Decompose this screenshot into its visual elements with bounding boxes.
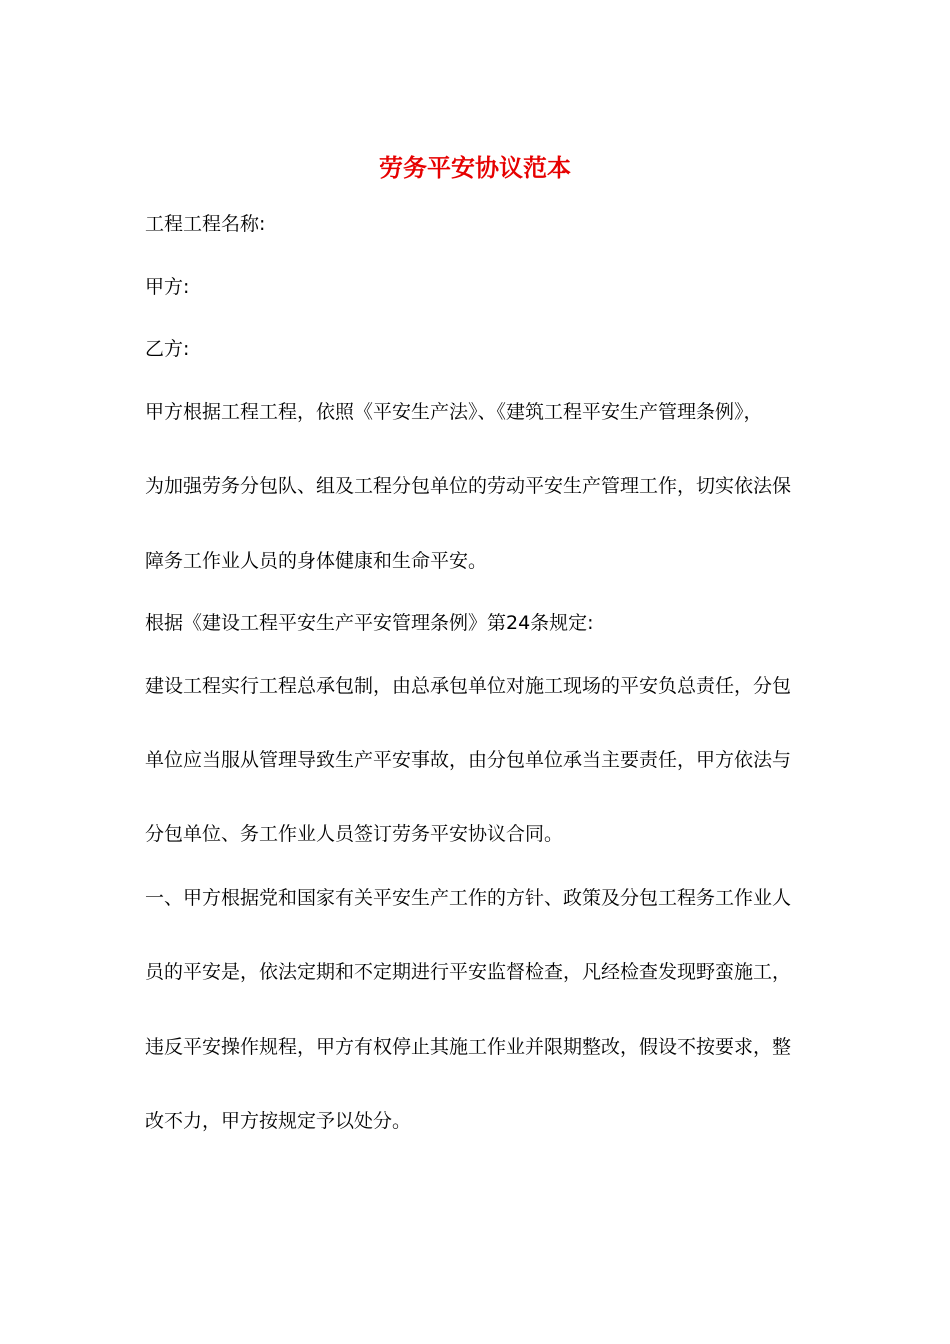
paragraph-line: 员的平安是，依法定期和不定期进行平安监督检查，凡经检查发现野蛮施工， bbox=[145, 961, 792, 983]
clause-one-line: 一、甲方根据党和国家有关平安生产工作的方针、政策及分包工程务工作业人 bbox=[145, 887, 792, 909]
paragraph-line: 分包单位、务工作业人员签订劳务平安协议合同。 bbox=[145, 823, 564, 845]
paragraph-line: 为加强劳务分包队、组及工程分包单位的劳动平安生产管理工作，切实依法保 bbox=[145, 475, 792, 497]
paragraph-line: 单位应当服从管理导致生产平安事故，由分包单位承当主要责任，甲方依法与 bbox=[145, 749, 792, 771]
paragraph-line: 甲方根据工程工程，依照《平安生产法》、《建筑工程平安生产管理条例》， bbox=[145, 401, 763, 423]
paragraph-line: 障务工作业人员的身体健康和生命平安。 bbox=[145, 550, 488, 572]
paragraph-line: 改不力，甲方按规定予以处分。 bbox=[145, 1110, 412, 1132]
regulation-reference-line: 根据《建设工程平安生产平安管理条例》第24条规定: bbox=[145, 612, 594, 634]
party-b-line: 乙方: bbox=[145, 338, 190, 360]
paragraph-line: 建设工程实行工程总承包制，由总承包单位对施工现场的平安负总责任，分包 bbox=[145, 675, 792, 697]
document-title: 劳务平安协议范本 bbox=[379, 153, 571, 182]
project-name-line: 工程工程名称: bbox=[145, 213, 266, 235]
party-a-line: 甲方: bbox=[145, 276, 190, 298]
paragraph-line: 违反平安操作规程，甲方有权停止其施工作业并限期整改，假设不按要求，整 bbox=[145, 1036, 792, 1058]
